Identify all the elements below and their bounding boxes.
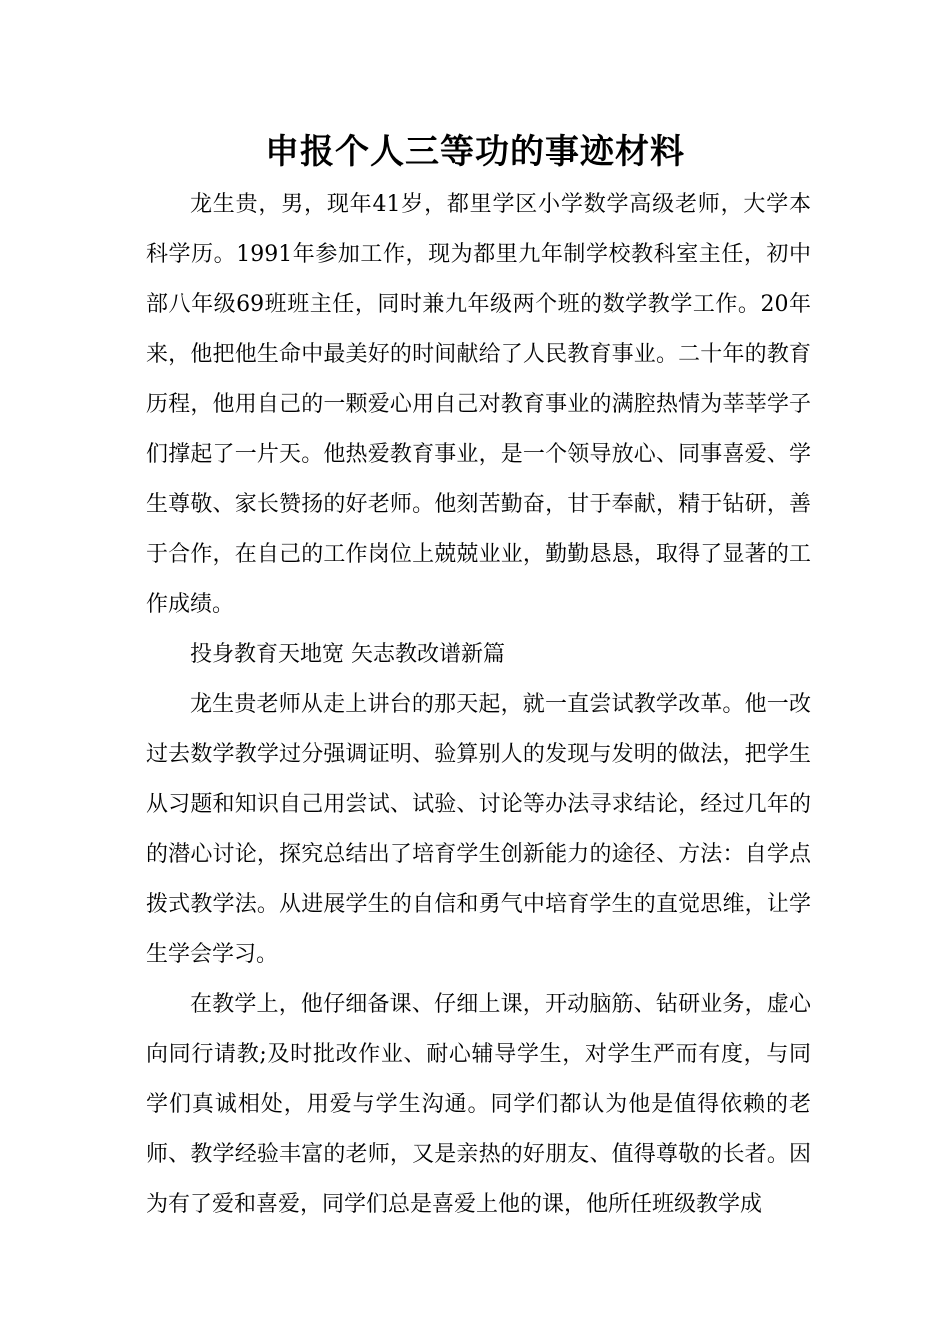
paragraph-reform: 龙生贵老师从走上讲台的那天起，就一直尝试教学改革。他一改过去数学教学过分强调证明、验算别人的发现与发明的做法，把学生从习题和知识自己用尝试、试验、讨论等办法寻求结论，经过几年的的潜心讨论，探究总结出了培育学生创新能力的途径、方法：自学点拨式教学法。从进展学生的自信和勇气中培育学生的直觉思维，让学生学会学习。 (146, 692, 811, 967)
paragraph-teaching: 在教学上，他仔细备课、仔细上课，开动脑筋、钻研业务，虚心向同行请教;及时批改作业、耐心辅导学生，对学生严而有度，与同学们真诚相处，用爱与学生沟通。同学们都认为他是值得依赖的老师、教学经验丰富的老师，又是亲热的好朋友、值得尊敬的长者。因为有了爱和喜爱，同学们总是喜爱上他的课，他所任班级教学成 (146, 992, 811, 1217)
document-body (146, 180, 811, 1230)
document-title: 申报个人三等功的事迹材料 (265, 132, 685, 172)
paragraph-intro: 龙生贵，男，现年41岁，都里学区小学数学高级老师，大学本科学历。1991年参加工作，现为都里九年制学校教科室主任，初中部八年级69班班主任，同时兼九年级两个班的数学教学工作。20年来，他把他生命中最美好的时间献给了人民教育事业。二十年的教育历程，他用自己的一颗爱心用自己对教育事业的满腔热情为莘莘学子们撑起了一片天。他热爱教育事业，是一个领导放心、同事喜爱、学生尊敬、家长赞扬的好老师。他刻苦勤奋，甘于奉献，精于钻研，善于合作，在自己的工作岗位上兢兢业业，勤勤恳恳，取得了显著的工作成绩。 (146, 192, 811, 617)
section-heading: 投身教育天地宽 矢志教改谱新篇 (190, 642, 505, 667)
